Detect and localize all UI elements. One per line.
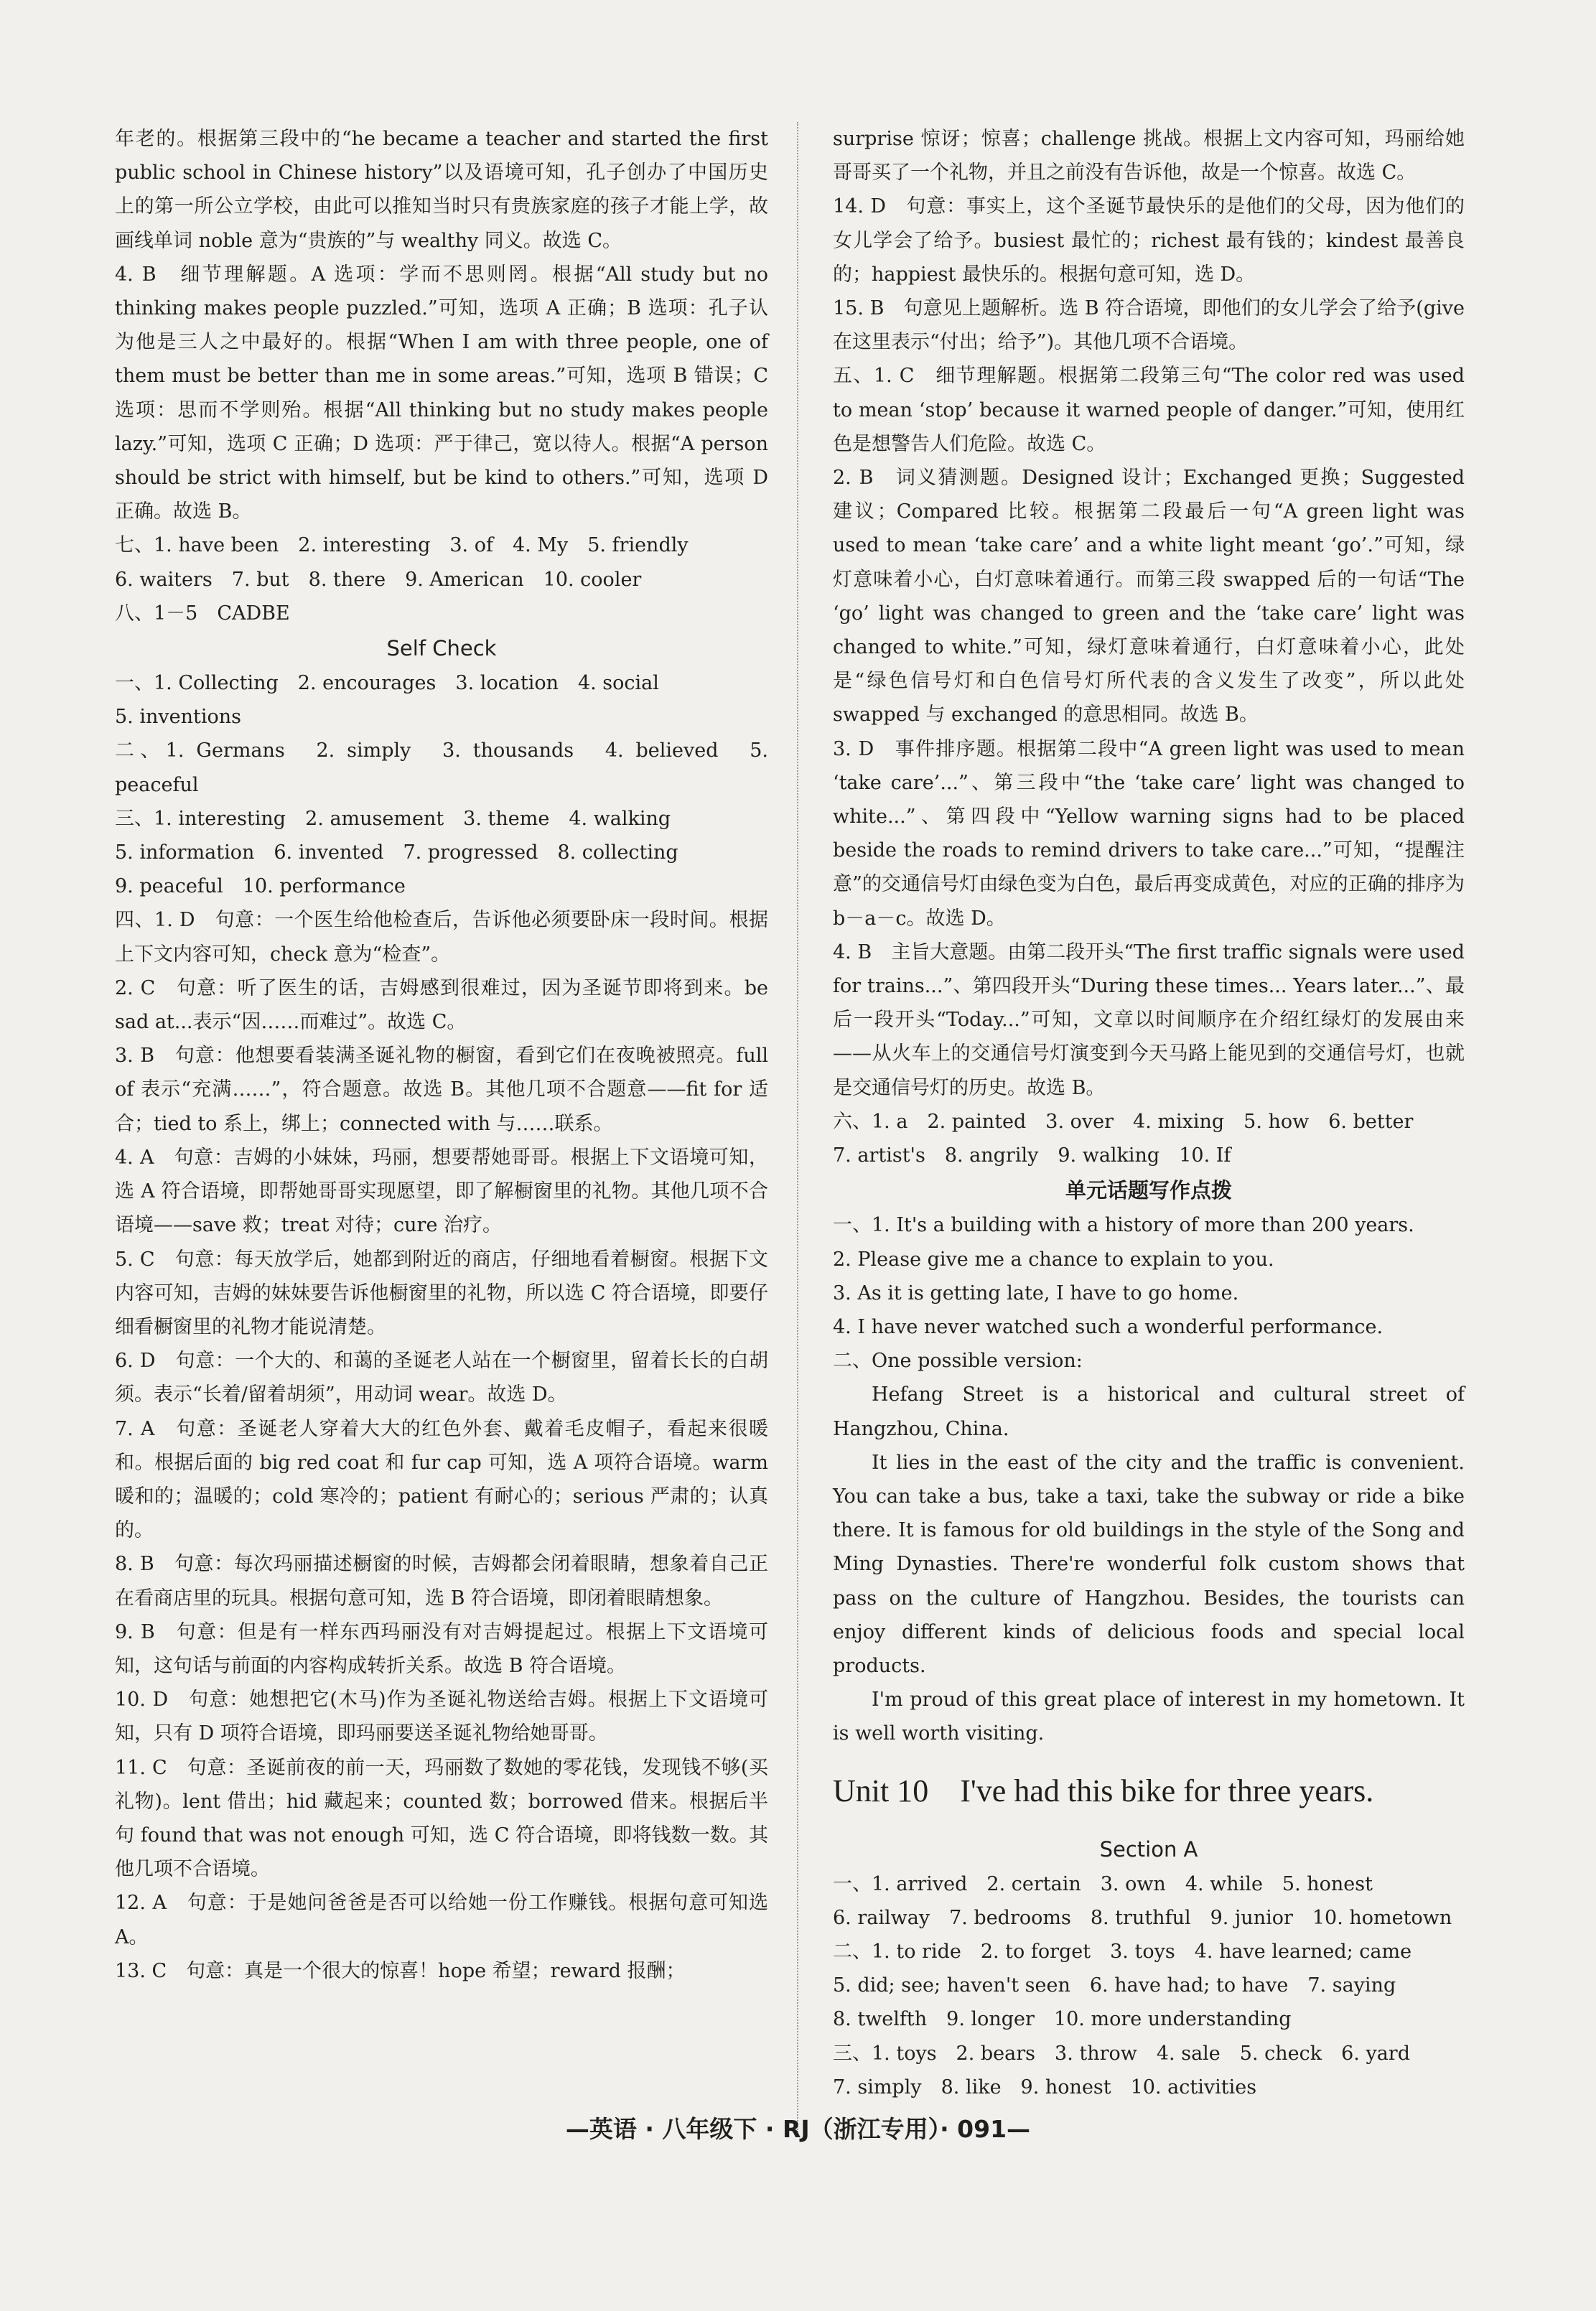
answer-line: 一、1. Collecting 2. encourages 3. location 4. social xyxy=(115,672,659,695)
answer-line: 三、1. interesting 2. amusement 3. theme 4. walking xyxy=(115,807,671,830)
answer-paragraph: 10. D 句意：她想把它(木马)作为圣诞礼物送给吉姆。根据上下文语境可知，只有 D 项符合语境，即玛丽要送圣诞礼物给她哥哥。 xyxy=(115,1689,768,1745)
answer-line: 7. simply 8. like 9. honest 10. activities xyxy=(833,2076,1257,2098)
page-footer: —英语 · 八年级下 · RJ（浙江专用）· 091— xyxy=(565,2115,1031,2143)
writing-line: 一、1. It's a building with a history of more than 200 years. xyxy=(833,1214,1414,1237)
answer-paragraph: 9. B 句意：但是有一样东西玛丽没有对吉姆提起过。根据上下文语境可知，这句话与前面的内容构成转折关系。故选 B 符合语境。 xyxy=(115,1620,768,1677)
left-column xyxy=(115,122,775,1988)
column-divider xyxy=(797,122,798,2132)
answer-line: 7. artist's 8. angrily 9. walking 10. If xyxy=(833,1144,1231,1167)
writing-line: 3. As it is getting late, I have to go home. xyxy=(833,1281,1239,1304)
answer-paragraph: surprise 惊讶；惊喜；challenge 挑战。根据上文内容可知，玛丽给她哥哥买了一个礼物，并且之前没有告诉他，故是一个惊喜。故选 C。 xyxy=(833,128,1465,185)
essay-paragraph: Hefang Street is a historical and cultural street of Hangzhou, China. xyxy=(833,1383,1471,1440)
answer-line: 二、1. Germans 2. simply 3. thousands 4. believed 5. peaceful xyxy=(115,739,775,796)
answer-line: 二、1. to ride 2. to forget 3. toys 4. have learned; came xyxy=(833,1940,1412,1963)
right-column xyxy=(833,122,1471,2104)
essay-paragraph: I'm proud of this great place of interest in my hometown. It is well worth visiting. xyxy=(833,1689,1471,1745)
answer-paragraph: 2. B 词义猜测题。Designed 设计；Exchanged 更换；Suggested 建议；Compared 比较。根据第二段最后一句“A green light was used to mean ‘take care’ and a white light meant ‘go’.”可知，绿灯意味着小心，白灯意味着通行。而第三段 swapped 后的一句话“The ‘go’ light was changed to green and the ‘take care’ light was changed to white.”可知，绿灯意味着通行，白灯意味着小心，此处是“绿色信号灯和白色信号灯所代表的含义发生了改变”，所以此处 swapped 与 exchanged 的意思相同。故选 B。 xyxy=(833,467,1471,727)
self-check-heading: Self Check xyxy=(386,636,497,661)
answer-paragraph: 7. A 句意：圣诞老人穿着大大的红色外套、戴着毛皮帽子，看起来很暖和。根据后面的 big red coat 和 fur cap 可知，选 A 项符合语境。warm 暖和的；温暖的；cold 寒冷的；patient 有耐心的；serious 严肃的；认真的。 xyxy=(115,1417,775,1542)
answer-paragraph: 5. C 句意：每天放学后，她都到附近的商店，仔细地看着橱窗。根据下文内容可知，吉姆的妹妹要告诉他橱窗里的礼物，所以选 C 符合语境，即要仔细看橱窗里的礼物才能说清楚。 xyxy=(115,1248,768,1338)
answer-line: 8. twelfth 9. longer 10. more understanding xyxy=(833,2008,1292,2031)
answer-line: 六、1. a 2. painted 3. over 4. mixing 5. how 6. better xyxy=(833,1110,1414,1133)
answer-paragraph: 4. B 主旨大意题。由第二段开头“The first traffic signals were used for trains...”、第四段开头“During these times... Years later...”、最后一段开头“Today...”可知，文章以时间顺序在介绍红绿灯的发展由来——从火车上的交通信号灯演变到今天马路上能见到的交通信号灯，也就是交通信号灯的历史。故选 B。 xyxy=(833,940,1471,1099)
writing-line: 2. Please give me a chance to explain to you. xyxy=(833,1248,1274,1271)
answer-line: 三、1. toys 2. bears 3. throw 4. sale 5. check 6. yard xyxy=(833,2042,1410,2065)
answer-paragraph: 15. B 句意见上题解析。选 B 符合语境，即他们的女儿学会了给予(give 在这里表示“付出；给予”)。其他几项不合语境。 xyxy=(833,297,1471,354)
answer-paragraph: 13. C 句意：真是一个很大的惊喜！hope 希望；reward 报酬； xyxy=(115,1959,686,1982)
section-heading: Section A xyxy=(1099,1836,1198,1862)
answer-line: 七、1. have been 2. interesting 3. of 4. My 5. friendly xyxy=(115,534,689,557)
answer-line: 八、1－5 CADBE xyxy=(115,602,290,625)
answer-paragraph: 4. B 细节理解题。A 选项：学而不思则罔。根据“All study but no thinking makes people puzzled.”可知，选项 A 正确；B 选项：孔子认为他是三人之中最好的。根据“When I am with three people, one of them must be better than me in some areas.”可知，选项 B 错误；C 选项：思而不学则殆。根据“All thinking but no study makes people lazy.”可知，选项 C 正确；D 选项：严于律己，宽以待人。根据“A person should be strict with himself, but be kind to others.”可知，选项 D 正确。故选 B。 xyxy=(115,263,775,523)
answer-paragraph: 14. D 句意：事实上，这个圣诞节最快乐的是他们的父母，因为他们的女儿学会了给予。busiest 最忙的；richest 最有钱的；kindest 最善良的；happiest 最快乐的。根据句意可知，选 D。 xyxy=(833,195,1465,286)
writing-line: 4. I have never watched such a wonderful performance. xyxy=(833,1315,1383,1338)
answer-paragraph: 年老的。根据第三段中的“he became a teacher and started the first public school in Chinese history”以及语境可知，孔子创办了中国历史上的第一所公立学校，由此可以推知当时只有贵族家庭的孩子才能上学，故画线单词 noble 意为“贵族的”与 wealthy 同义。故选 C。 xyxy=(115,128,775,252)
answer-line: 5. did; see; haven't seen 6. have had; to have 7. saying xyxy=(833,1974,1396,1997)
answer-paragraph: 3. B 句意：他想要看装满圣诞礼物的橱窗，看到它们在夜晚被照亮。full of 表示“充满……”，符合题意。故选 B。其他几项不合题意——fit for 适合；tied to 系上，绑上；connected with 与……联系。 xyxy=(115,1045,775,1135)
answer-line: 一、1. arrived 2. certain 3. own 4. while 5. honest xyxy=(833,1872,1373,1895)
answer-line: 5. inventions xyxy=(115,706,241,729)
answer-line: 5. information 6. invented 7. progressed 8. collecting xyxy=(115,841,678,864)
answer-line: 6. waiters 7. but 8. there 9. American 10. cooler xyxy=(115,568,642,591)
unit-title: Unit 10 I've had this bike for three years. xyxy=(833,1773,1374,1808)
answer-paragraph: 6. D 句意：一个大的、和蔼的圣诞老人站在一个橱窗里，留着长长的白胡须。表示“长着/留着胡须”，用动词 wear。故选 D。 xyxy=(115,1350,768,1406)
answer-paragraph: 四、1. D 句意：一个医生给他检查后，告诉他必须要卧床一段时间。根据上下文内容可知，check 意为“检查”。 xyxy=(115,909,768,966)
essay-paragraph: It lies in the east of the city and the traffic is convenient. You can take a bus, take a taxi, take the subway or ride a bike there. It is famous for old buildings in the style of the Song and Ming Dynasties. There're wonderful folk custom shows that pass on the culture of Hangzhou. Besides, the tourists can enjoy different kinds of delicious foods and special local products. xyxy=(833,1451,1471,1677)
answer-paragraph: 2. C 句意：听了医生的话，吉姆感到很难过，因为圣诞节即将到来。be sad at...表示“因……而难过”。故选 C。 xyxy=(115,976,775,1034)
answer-line: 9. peaceful 10. performance xyxy=(115,875,406,898)
answer-paragraph: 五、1. C 细节理解题。根据第二段第三句“The color red was used to mean ‘stop’ because it warned people of danger.”可知，使用红色是想警告人们危险。故选 C。 xyxy=(833,365,1471,455)
writing-heading: 单元话题写作点拨 xyxy=(1065,1178,1232,1203)
answer-line: 6. railway 7. bedrooms 8. truthful 9. junior 10. hometown xyxy=(833,1906,1452,1929)
answer-paragraph: 11. C 句意：圣诞前夜的前一天，玛丽数了数她的零花钱，发现钱不够(买礼物)。lent 借出；hid 藏起来；counted 数；borrowed 借来。根据后半句 found that was not enough 可知，选 C 符合语境，即将钱数一数。其他几项不合语境。 xyxy=(115,1756,768,1881)
answer-paragraph: 4. A 句意：吉姆的小妹妹，玛丽，想要帮她哥哥。根据上下文语境可知，选 A 符合语境，即帮她哥哥实现愿望，即了解橱窗里的礼物。其他几项不合语境——save 救；treat 对待；cure 治疗。 xyxy=(115,1146,768,1237)
answer-paragraph: 12. A 句意：于是她问爸爸是否可以给她一份工作赚钱。根据句意可知选 A。 xyxy=(115,1892,775,1948)
answer-paragraph: 8. B 句意：每次玛丽描述橱窗的时候，吉姆都会闭着眼睛，想象着自己正在看商店里的玩具。根据句意可知，选 B 符合语境，即闭着眼睛想象。 xyxy=(115,1553,768,1610)
answer-paragraph: 3. D 事件排序题。根据第二段中“A green light was used to mean ‘take care’...”、第三段中“the ‘take care’ light was changed to white...”、第四段中“Yellow warning signs had to be placed beside the roads to remind drivers to take care...”可知，“提醒注意”的交通信号灯由绿色变为白色，最后再变成黄色，对应的正确的排序为 b－a－c。故选 D。 xyxy=(833,737,1471,930)
writing-line: 二、One possible version: xyxy=(833,1350,1083,1373)
